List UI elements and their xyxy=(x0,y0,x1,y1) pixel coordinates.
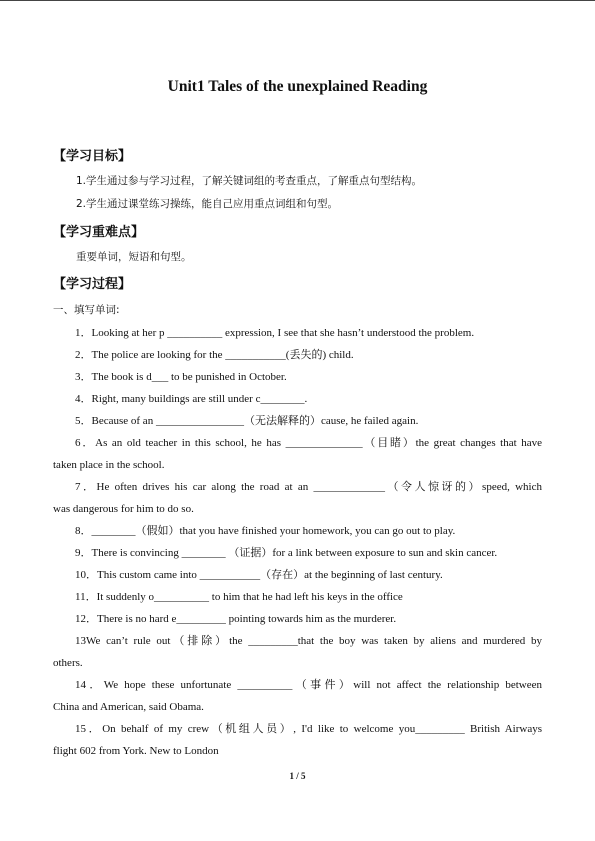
exercise-item-text: 5．Because of an ________________（无法解释的）cause, he failed again. xyxy=(75,415,419,427)
exercise-item xyxy=(53,612,542,626)
exercise-item-text: 13We can’t rule out（排除）the _________that the boy was taken by aliens and murdered by xyxy=(75,635,542,647)
exercise-item xyxy=(53,436,542,472)
section-heading-objectives: 【学习目标】 xyxy=(53,149,132,164)
exercise-item-continuation: others. xyxy=(53,657,83,669)
objective-point-1: 1.学生通过参与学习过程，了解关键词组的考查重点，了解重点句型结构。 xyxy=(76,175,423,187)
page-top-rule xyxy=(0,0,595,1)
exercise-item xyxy=(53,722,542,758)
exercise-item-text: 10．This custom came into ___________（存在）at the beginning of last century. xyxy=(75,569,443,581)
exercise-item-text: 12．There is no hard e_________ pointing towards him as the murderer. xyxy=(75,613,397,625)
exercise-item-continuation: taken place in the school. xyxy=(53,459,165,471)
page-number: 1 / 5 xyxy=(289,771,306,781)
exercise-item-continuation: was dangerous for him to do so. xyxy=(53,503,194,515)
exercise-item-text: 11．It suddenly o__________ to him that he had left his keys in the office xyxy=(75,591,403,603)
exercise-item-text: 4．Right, many buildings are still under c________. xyxy=(75,393,308,405)
exercise-item-text: 2．The police are looking for the ___________(丢失的) child. xyxy=(75,349,354,361)
exercise-item xyxy=(53,546,542,560)
exercise-item-text: 8．________（假如）that you have finished your homework, you can go out to play. xyxy=(75,525,456,537)
exercise-item-text: 6．As an old teacher in this school, he has ______________（目睹）the great changes that have xyxy=(75,437,542,449)
exercise-item-text: 9．There is convincing ________ （证据）for a link between exposure to sun and skin cancer. xyxy=(75,547,498,559)
exercise-item-text: 7．He often drives his car along the road at an _____________（令人惊讶的）speed, which xyxy=(75,481,542,493)
exercise-item-text: 3．The book is d___ to be punished in October. xyxy=(75,371,287,383)
exercise-item-continuation: flight 602 from York. New to London xyxy=(53,745,219,757)
exercise-item-text: 1．Looking at her p __________ expression, I see that she hasn’t understood the problem. xyxy=(75,327,475,339)
exercise-item-text: 14．We hope these unfortunate __________（事件）will not affect the relationship between xyxy=(75,679,542,691)
exercise-item xyxy=(53,392,542,406)
exercise-item xyxy=(53,590,542,604)
exercise-item xyxy=(53,348,542,362)
exercise-item-text: 15．On behalf of my crew（机组人员）, I'd like to welcome you_________ British Airways xyxy=(75,723,542,735)
key-points-text: 重要单词，短语和句型。 xyxy=(76,251,192,263)
part-title-fill-words: 一、填写单词: xyxy=(53,304,120,316)
document-title: Unit1 Tales of the unexplained Reading xyxy=(167,78,428,95)
section-heading-key-points: 【学习重难点】 xyxy=(53,225,145,240)
exercise-item xyxy=(53,326,542,340)
exercise-item-continuation: China and American, said Obama. xyxy=(53,701,204,713)
exercise-item xyxy=(53,524,542,538)
exercise-item xyxy=(53,370,542,384)
exercise-item xyxy=(53,678,542,714)
exercise-item xyxy=(53,414,542,428)
exercise-item xyxy=(53,568,542,582)
exercise-item xyxy=(53,480,542,516)
section-heading-process: 【学习过程】 xyxy=(53,277,132,292)
exercise-item xyxy=(53,634,542,670)
objective-point-2: 2.学生通过课堂练习操练，能自己应用重点词组和句型。 xyxy=(76,198,339,210)
